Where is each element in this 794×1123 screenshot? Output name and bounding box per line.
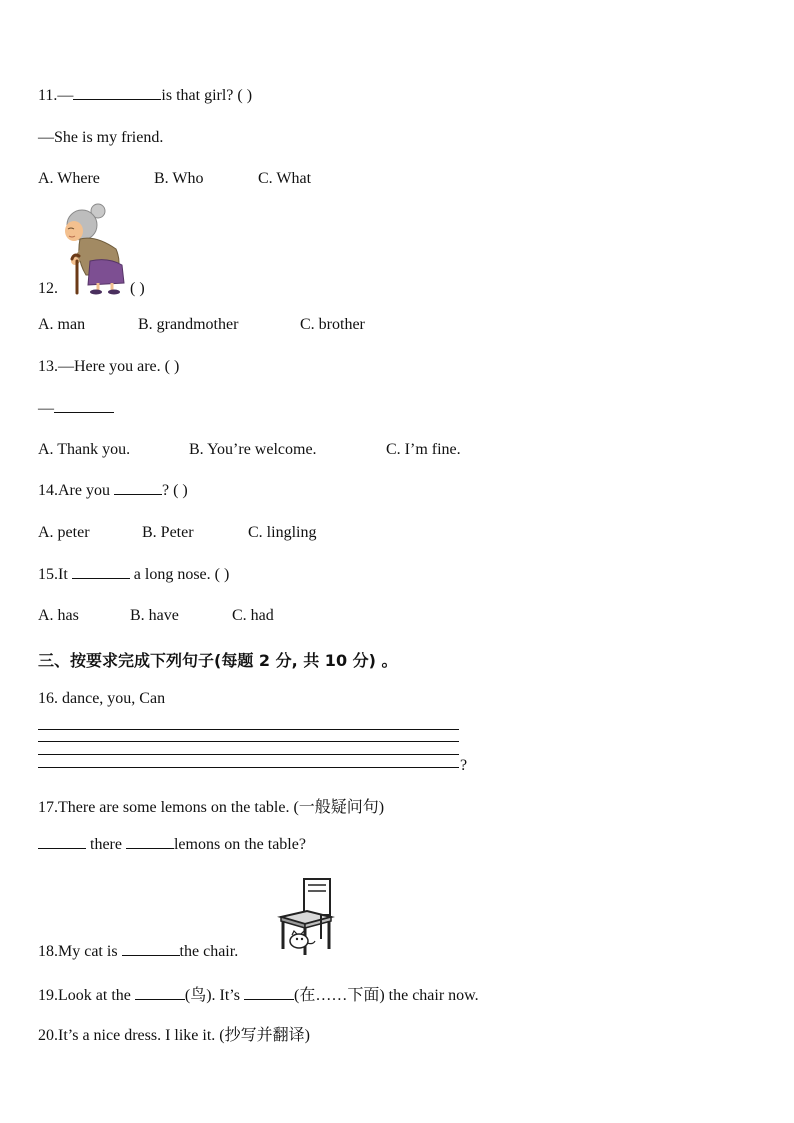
- q19-blank-1[interactable]: [135, 998, 185, 1000]
- q12-option-c[interactable]: C. brother: [300, 316, 365, 333]
- q17-suffix: lemons on the table?: [173, 836, 306, 853]
- q15-question: [38, 566, 229, 584]
- q19-suffix: (在……下面) the chair now.: [293, 987, 479, 1004]
- q16-answer-line-2[interactable]: [38, 741, 459, 742]
- q15-suffix: a long nose. ( ): [133, 566, 230, 583]
- q12-question: [38, 280, 145, 298]
- q13-options: [38, 441, 461, 459]
- q11-answer-line: —She is my friend.: [38, 129, 164, 146]
- q18-blank[interactable]: [122, 954, 180, 956]
- q13-option-b[interactable]: B. You’re welcome.: [189, 441, 317, 458]
- q13-reply-dash: —: [38, 400, 54, 417]
- q12-number: 12.: [38, 280, 58, 297]
- q15-blank[interactable]: [72, 577, 130, 579]
- q18-prefix: 18.My cat is: [38, 943, 118, 960]
- q14-option-a[interactable]: A. peter: [38, 524, 90, 541]
- q12-paren[interactable]: ( ): [130, 280, 145, 297]
- q14-question: [38, 482, 188, 500]
- q16-answer-line-3[interactable]: [38, 754, 459, 755]
- q15-option-a[interactable]: A. has: [38, 607, 79, 624]
- q15-options: [38, 607, 274, 625]
- q13-option-c[interactable]: C. I’m fine.: [386, 441, 461, 458]
- q14-option-b[interactable]: B. Peter: [142, 524, 194, 541]
- q19-question: [38, 982, 479, 1005]
- q17-answer: [38, 836, 306, 854]
- q11-options: [38, 170, 311, 188]
- q18-question: [38, 943, 238, 961]
- q11-option-b[interactable]: B. Who: [154, 170, 204, 187]
- q16-question: 16. dance, you, Can: [38, 690, 166, 707]
- q17-blank-1[interactable]: [38, 847, 86, 849]
- q12-option-a[interactable]: A. man: [38, 316, 86, 333]
- q18-suffix: the chair.: [179, 943, 239, 960]
- q15-prefix: 15.It: [38, 566, 68, 583]
- q14-option-c[interactable]: C. lingling: [248, 524, 317, 541]
- q19-mid: (鸟). It’s: [184, 987, 240, 1004]
- q14-options: [38, 524, 316, 542]
- section-3-heading: 三、按要求完成下列句子(每题 2 分, 共 10 分) 。: [38, 651, 398, 670]
- q16-question-mark: ?: [460, 757, 468, 774]
- q19-blank-2[interactable]: [244, 998, 294, 1000]
- q15-option-c[interactable]: C. had: [232, 607, 274, 624]
- q12-option-b[interactable]: B. grandmother: [138, 316, 239, 333]
- q13-reply: [38, 400, 114, 418]
- q17-mid: there: [90, 836, 122, 853]
- q11-option-c[interactable]: C. What: [258, 170, 312, 187]
- q11-prefix: 11.—: [38, 87, 74, 104]
- q11-suffix: is that girl? ( ): [161, 87, 253, 104]
- q16-answer-line-4[interactable]: [38, 767, 459, 768]
- q16-answer-line-1[interactable]: [38, 729, 459, 730]
- q19-prefix: 19.Look at the: [38, 987, 131, 1004]
- q11-question: [38, 87, 252, 105]
- q11-option-a[interactable]: A. Where: [38, 170, 100, 187]
- q14-suffix: ? ( ): [161, 482, 188, 499]
- q17-blank-2[interactable]: [126, 847, 174, 849]
- q13-blank[interactable]: [54, 411, 114, 413]
- q13-question: 13.—Here you are. ( ): [38, 358, 180, 375]
- chair-with-cat-underneath-icon: [277, 877, 335, 957]
- q20-question: 20.It’s a nice dress. I like it. (抄写并翻译): [38, 1027, 310, 1044]
- q14-prefix: 14.Are you: [38, 482, 110, 499]
- q17-question: 17.There are some lemons on the table. (一般疑问句): [38, 799, 385, 816]
- q11-blank[interactable]: [73, 98, 161, 100]
- q14-blank[interactable]: [114, 493, 162, 495]
- q15-option-b[interactable]: B. have: [130, 607, 179, 624]
- q12-options: [38, 316, 365, 334]
- q13-option-a[interactable]: A. Thank you.: [38, 441, 131, 458]
